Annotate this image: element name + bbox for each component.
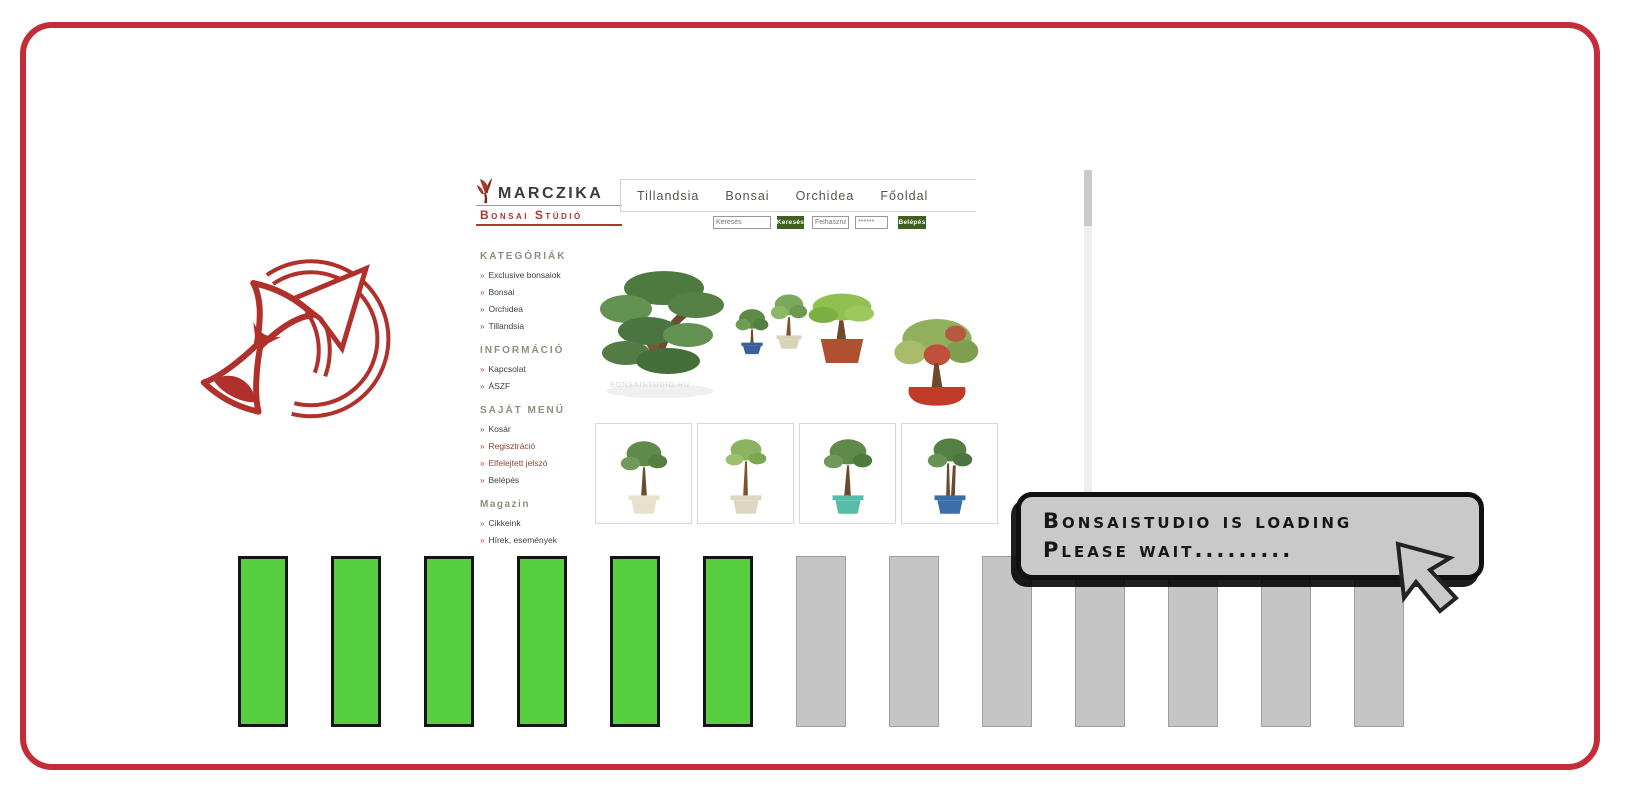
mouse-cursor-icon — [1388, 536, 1478, 626]
logo-name: MARCZIKA — [498, 185, 604, 202]
nav-item-bonsai[interactable]: Bonsai — [725, 188, 770, 203]
progress-segment-9 — [982, 556, 1032, 727]
bullet-icon: » — [480, 425, 485, 434]
scrollbar-thumb[interactable] — [1084, 170, 1092, 226]
sidebar-item-belepes[interactable]: » Belépés — [480, 475, 520, 485]
sidebar-item-regisztracio[interactable]: » Regisztráció — [480, 441, 536, 451]
card-bonsai-1 — [615, 434, 673, 520]
sidebar-title-kategoriak: KATEGÓRIÁK — [480, 251, 567, 262]
logo-tagline: Bonsai Stúdió — [476, 206, 622, 226]
product-card[interactable] — [799, 423, 896, 524]
sidebar-title-sajat-menu: SAJÁT MENÜ — [480, 405, 566, 416]
sidebar-item-aszf[interactable]: » ÁSZF — [480, 381, 511, 391]
hourglass-glyph — [199, 279, 316, 417]
site-nav — [620, 179, 976, 212]
bullet-icon: » — [480, 442, 485, 451]
product-card[interactable] — [697, 423, 794, 524]
bullet-icon: » — [480, 476, 485, 485]
sidebar-item-orchidea[interactable]: » Orchidea — [480, 304, 523, 314]
search-button[interactable]: Keresés — [777, 216, 804, 229]
banner-bonsai-small-1 — [734, 303, 770, 361]
progress-segment-5 — [610, 556, 660, 727]
website-screenshot — [470, 167, 1015, 545]
bullet-icon: » — [480, 271, 485, 280]
progress-segment-11 — [1168, 556, 1218, 727]
bullet-icon: » — [480, 288, 485, 297]
bullet-icon: » — [480, 536, 485, 545]
sidebar-item-elfelejtett-jelszo[interactable]: » Elfelejtett jelszó — [480, 458, 548, 468]
nav-item-orchidea[interactable]: Orchidea — [795, 188, 855, 203]
sidebar-title-magazin: Magazin — [480, 499, 530, 510]
card-bonsai-4 — [921, 434, 979, 520]
product-card[interactable] — [595, 423, 692, 524]
bullet-icon: » — [480, 305, 485, 314]
logo-flower-icon — [476, 177, 496, 203]
bullet-icon: » — [480, 322, 485, 331]
login-button[interactable]: Belépés — [898, 216, 926, 229]
bullet-icon: » — [480, 382, 485, 391]
bullet-icon: » — [480, 519, 485, 528]
progress-segment-12 — [1261, 556, 1311, 727]
password-input[interactable] — [855, 216, 888, 229]
banner-bonsai-maple — [893, 315, 981, 419]
progress-segment-4 — [517, 556, 567, 727]
scrollbar[interactable] — [1084, 170, 1092, 523]
progress-segment-1 — [238, 556, 288, 727]
progress-bar — [238, 556, 1458, 727]
username-input[interactable] — [812, 216, 849, 229]
card-bonsai-2 — [717, 434, 775, 520]
hourglass-refresh-icon — [160, 254, 372, 430]
loading-tooltip-line2: Please wait......... — [1043, 538, 1294, 562]
search-input[interactable] — [713, 216, 771, 229]
sidebar-item-bonsai[interactable]: » Bonsai — [480, 287, 515, 297]
banner-watermark: BONSAISTUDIO.HU — [610, 382, 690, 389]
sidebar-item-exclusive-bonsaiok[interactable]: » Exclusive bonsaiok — [480, 270, 561, 280]
sidebar-item-kosar[interactable]: » Kosár — [480, 424, 511, 434]
nav-item-tillandsia[interactable]: Tillandsia — [637, 188, 700, 203]
sidebar-item-kapcsolat[interactable]: » Kapcsolat — [480, 364, 526, 374]
progress-segment-8 — [889, 556, 939, 727]
sidebar — [480, 251, 610, 552]
sidebar-item-tillandsia[interactable]: » Tillandsia — [480, 321, 525, 331]
progress-segment-6 — [703, 556, 753, 727]
progress-segment-10 — [1075, 556, 1125, 727]
progress-segment-2 — [331, 556, 381, 727]
bullet-icon: » — [480, 459, 485, 468]
bullet-icon: » — [480, 365, 485, 374]
card-bonsai-3 — [819, 434, 877, 520]
progress-segment-7 — [796, 556, 846, 727]
sidebar-title-informacio: INFORMÁCIÓ — [480, 345, 565, 356]
site-logo — [476, 177, 622, 226]
sidebar-item-cikkeink[interactable]: » Cikkeink — [480, 518, 521, 528]
loading-tooltip-line1: Bonsaistudio is loading — [1043, 509, 1353, 533]
nav-item-fooldal[interactable]: Főoldal — [880, 188, 929, 203]
product-card[interactable] — [901, 423, 998, 524]
progress-segment-3 — [424, 556, 474, 727]
sidebar-item-hirek-esemenyek[interactable]: » Hírek, események — [480, 535, 557, 545]
banner-bonsai-small-3 — [802, 291, 882, 371]
